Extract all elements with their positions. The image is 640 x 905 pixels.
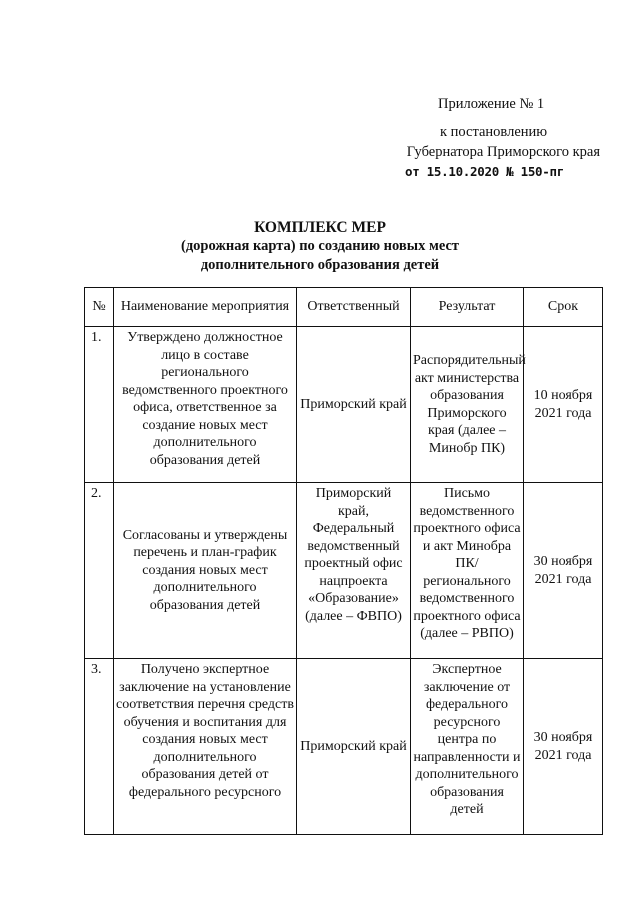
row-result: Письмо ведомственного проектного офиса и акт Минобра ПК/ регионального ведомственного проектного офиса (далее – РВПО) — [411, 483, 524, 659]
row-deadline: 30 ноября 2021 года — [524, 659, 603, 835]
appendix-number: Приложение № 1 — [438, 96, 545, 112]
appendix-reference: к постановлению — [440, 124, 548, 140]
row-name: Получено экспертное заключение на установление соответствия перечня средств обучения и воспитания для создания новых мест дополнительного образования детей от федерального ресурсного — [114, 659, 297, 835]
row-number: 2. — [85, 483, 114, 659]
document-title — [0, 218, 640, 275]
table-header-row — [85, 288, 603, 327]
title-main: КОМПЛЕКС МЕР — [254, 219, 386, 236]
row-responsible: Приморский край, Федеральный ведомственный проектный офис нацпроекта «Образование» (далее – ФВПО) — [297, 483, 411, 659]
header-name: Наименование мероприятия — [114, 288, 297, 327]
appendix-issuer: Губернатора Приморского края — [406, 144, 600, 160]
row-result: Распорядительный акт министерства образования Приморского края (далее – Минобр ПК) — [411, 327, 524, 483]
row-result: Экспертное заключение от федерального ресурсного центра по направленности и дополнительного образования детей — [411, 659, 524, 835]
row-responsible: Приморский край — [297, 327, 411, 483]
row-deadline: 10 ноября 2021 года — [524, 327, 603, 483]
row-name: Утверждено должностное лицо в составе регионального ведомственного проектного офиса, ответственное за создание новых мест дополнительного образования детей — [114, 327, 297, 483]
row-responsible: Приморский край — [297, 659, 411, 835]
header-deadline: Срок — [524, 288, 603, 327]
roadmap-table — [84, 287, 603, 835]
appendix-block — [360, 94, 600, 182]
title-subtitle-2: дополнительного образования детей — [200, 257, 440, 273]
row-number: 3. — [85, 659, 114, 835]
row-deadline: 30 ноября 2021 года — [524, 483, 603, 659]
table-row — [85, 327, 603, 483]
row-name: Согласованы и утверждены перечень и план-график создания новых мест дополнительного образования детей — [114, 483, 297, 659]
table-row — [85, 483, 603, 659]
header-number: № — [85, 288, 114, 327]
appendix-date-number: от 15.10.2020 № 150-пг — [405, 164, 564, 179]
header-result: Результат — [411, 288, 524, 327]
title-subtitle-1: (дорожная карта) по созданию новых мест — [180, 238, 459, 254]
header-responsible: Ответственный — [297, 288, 411, 327]
table-row — [85, 659, 603, 835]
row-number: 1. — [85, 327, 114, 483]
